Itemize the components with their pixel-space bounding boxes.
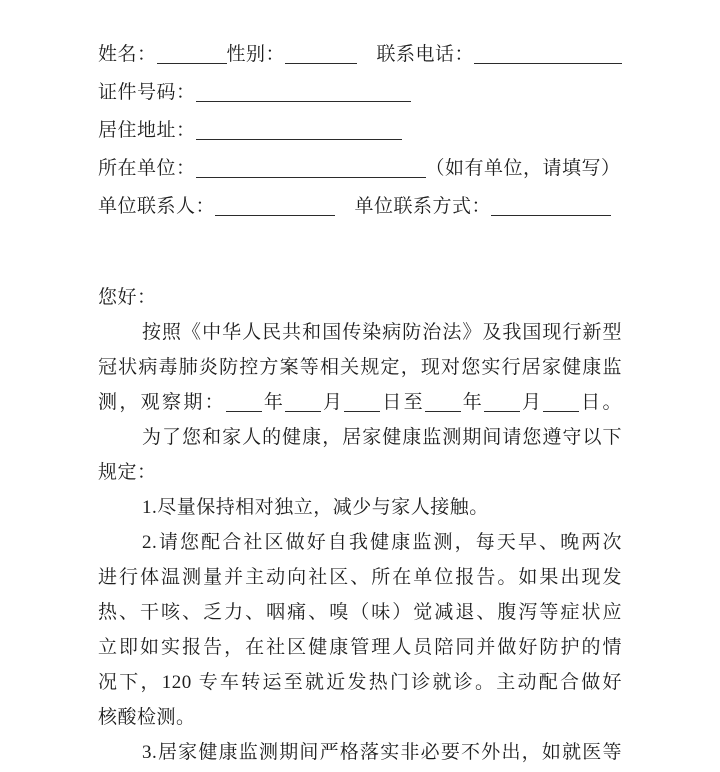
body-line <box>98 280 622 315</box>
form-section <box>0 0 720 226</box>
text-run: （如有单位，请填写） <box>425 158 621 179</box>
fill-in-blank <box>226 411 262 412</box>
body-line <box>98 455 622 490</box>
body-line <box>98 350 622 385</box>
text-run: 证件号码： <box>98 82 196 103</box>
text-run: 所在单位： <box>98 158 196 179</box>
body-line <box>98 560 622 595</box>
text-run: 性别： <box>226 44 286 65</box>
text-run: 2.请您配合社区做好自我健康监测，每天早、晚两次 <box>142 532 622 553</box>
text-run: 月 <box>520 392 544 413</box>
text-run: 您好： <box>98 287 157 308</box>
body-line <box>98 315 622 350</box>
text-run: 姓名： <box>98 44 157 65</box>
text-run: 为了您和家人的健康，居家健康监测期间请您遵守以下 <box>142 427 622 448</box>
text-run: 况下，120 专车转运至就近发热门诊就诊。主动配合做好 <box>98 672 622 693</box>
fill-in-blank <box>215 215 335 216</box>
fill-in-blank <box>425 411 461 412</box>
text-run: 规定： <box>98 462 157 483</box>
text-run: 3.居家健康监测期间严格落实非必要不外出，如就医等 <box>142 742 622 763</box>
fill-in-blank <box>285 63 357 64</box>
form-line <box>98 188 624 226</box>
text-run: 日至 <box>380 392 425 413</box>
text-run: 单位联系方式： <box>335 196 492 217</box>
text-run: 单位联系人： <box>98 196 216 217</box>
form-line <box>98 112 624 150</box>
body-line <box>98 630 622 665</box>
text-run: 测，观察期： <box>98 392 227 413</box>
text-run: 日。 <box>579 392 622 413</box>
text-run: 年 <box>460 392 485 413</box>
fill-in-blank <box>344 411 380 412</box>
text-run: 按照《中华人民共和国传染病防治法》及我国现行新型 <box>142 322 622 343</box>
text-run: 月 <box>321 392 345 413</box>
letter-body <box>0 280 720 770</box>
body-line <box>98 490 622 525</box>
fill-in-blank <box>196 101 411 102</box>
text-run: 1.尽量保持相对独立，减少与家人接触。 <box>142 497 489 518</box>
body-line <box>98 595 622 630</box>
body-line <box>98 700 622 735</box>
body-line <box>98 525 622 560</box>
text-run: 冠状病毒肺炎防控方案等相关规定，现对您实行居家健康监 <box>98 357 622 378</box>
fill-in-blank <box>543 411 579 412</box>
text-run: 联系电话： <box>357 44 475 65</box>
fill-in-blank <box>491 215 611 216</box>
text-run: 年 <box>262 392 286 413</box>
body-line <box>98 735 622 770</box>
text-run: 居住地址： <box>98 120 196 141</box>
fill-in-blank <box>285 411 321 412</box>
fill-in-blank <box>474 63 622 64</box>
body-line <box>98 385 622 420</box>
text-run: 立即如实报告，在社区健康管理人员陪同并做好防护的情 <box>98 637 622 658</box>
fill-in-blank <box>196 139 402 140</box>
form-line <box>98 74 624 112</box>
fill-in-blank <box>484 411 520 412</box>
fill-in-blank <box>157 63 227 64</box>
form-line <box>98 150 624 188</box>
body-line <box>98 665 622 700</box>
fill-in-blank <box>196 177 426 178</box>
body-line <box>98 420 622 455</box>
text-run: 核酸检测。 <box>98 707 196 728</box>
text-run: 热、干咳、乏力、咽痛、嗅（味）觉减退、腹泻等症状应 <box>98 602 622 623</box>
text-run: 进行体温测量并主动向社区、所在单位报告。如果出现发 <box>98 567 622 588</box>
form-line <box>98 36 624 74</box>
